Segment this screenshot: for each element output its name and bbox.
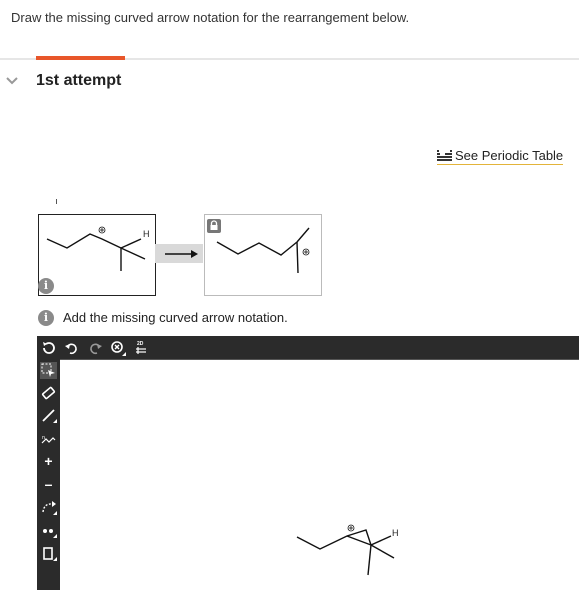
clear-icon[interactable] bbox=[41, 340, 57, 356]
tick-mark bbox=[56, 199, 57, 204]
hydrogen-label: H bbox=[392, 528, 399, 538]
attempt-heading[interactable]: 1st attempt bbox=[36, 72, 122, 89]
product-structure bbox=[205, 215, 321, 295]
reactant-structure bbox=[39, 215, 155, 295]
reaction-arrow bbox=[155, 244, 203, 263]
bond-icon[interactable] bbox=[40, 407, 57, 424]
chevron-down-icon[interactable] bbox=[5, 76, 19, 86]
periodic-table-icon bbox=[437, 149, 452, 162]
tool-sidebar bbox=[37, 359, 60, 590]
charge-plus-icon[interactable]: + bbox=[44, 453, 53, 469]
redo-icon[interactable] bbox=[87, 340, 103, 356]
select-icon[interactable] bbox=[40, 362, 57, 379]
canvas-structure[interactable] bbox=[60, 360, 579, 591]
curved-arrow-icon[interactable] bbox=[40, 499, 57, 516]
charge-minus-icon[interactable]: – bbox=[44, 476, 53, 492]
hint-info-icon: i bbox=[38, 310, 54, 326]
eraser-icon[interactable] bbox=[40, 384, 57, 401]
periodic-table-link[interactable] bbox=[437, 148, 563, 165]
info-icon[interactable]: i bbox=[38, 278, 54, 294]
reactant-box bbox=[38, 214, 156, 296]
zoom-icon[interactable] bbox=[110, 340, 126, 356]
lone-pair-icon[interactable] bbox=[40, 522, 57, 539]
2d-badge: 2D bbox=[137, 341, 144, 347]
drawing-toolbar bbox=[37, 336, 579, 359]
svg-text:n: n bbox=[42, 435, 46, 441]
active-attempt-indicator bbox=[36, 56, 125, 60]
chain-icon[interactable] bbox=[40, 430, 57, 447]
drawing-canvas[interactable] bbox=[60, 359, 579, 591]
right-arrow-icon bbox=[155, 244, 203, 263]
lock-icon bbox=[207, 219, 221, 233]
hydrogen-label: H bbox=[143, 229, 150, 239]
periodic-table-label: See Periodic Table bbox=[455, 148, 564, 163]
product-box bbox=[204, 214, 322, 296]
question-text: Draw the missing curved arrow notation for the rearrangement below. bbox=[11, 10, 410, 25]
hint-text: Add the missing curved arrow notation. bbox=[63, 310, 288, 325]
2d-clean-icon[interactable] bbox=[133, 340, 149, 356]
undo-icon[interactable] bbox=[64, 340, 80, 356]
template-icon[interactable] bbox=[40, 545, 57, 562]
